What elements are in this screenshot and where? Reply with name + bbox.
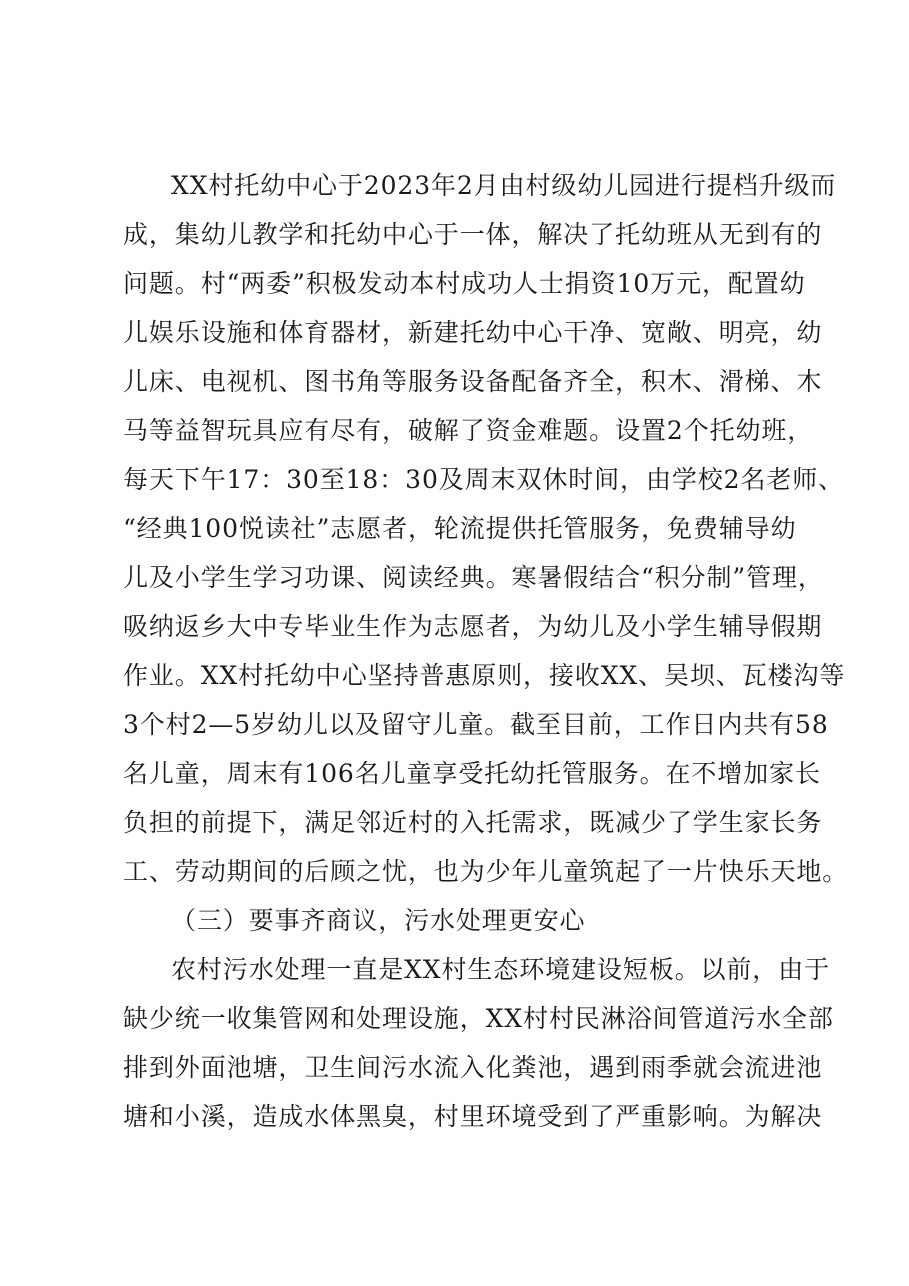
paragraph-line: 吸纳返乡大中专毕业生作为志愿者，为幼儿及小学生辅导假期: [123, 612, 823, 641]
paragraph-line: XX村托幼中心于2023年2月由村级幼儿园进行提档升级而: [171, 171, 837, 200]
section-heading: （三）要事齐商议，污水处理更安心: [171, 906, 586, 935]
paragraph-line: 儿及小学生学习功课、阅读经典。寒暑假结合“积分制”管理，: [123, 563, 824, 592]
paragraph-line: 儿娱乐设施和体育器材，新建托幼中心干净、宽敞、明亮，幼: [123, 318, 823, 347]
paragraph-line: 负担的前提下，满足邻近村的入托需求，既减少了学生家长务: [123, 808, 823, 837]
paragraph-line: 3个村2—5岁幼儿以及留守儿童。截至目前，工作日内共有58: [123, 710, 829, 739]
paragraph-line: 成，集幼儿教学和托幼中心于一体，解决了托幼班从无到有的: [123, 220, 823, 249]
paragraph-line: 塘和小溪，造成水体黑臭，村里环境受到了严重影响。为解决: [123, 1102, 823, 1131]
paragraph-line: 名儿童，周末有106名儿童享受托幼托管服务。在不增加家长: [123, 759, 821, 788]
paragraph-line: 儿床、电视机、图书角等服务设备配备齐全，积木、滑梯、木: [123, 367, 823, 396]
paragraph-line: 缺少统一收集管网和处理设施，XX村村民淋浴间管道污水全部: [123, 1004, 834, 1033]
paragraph-line: 问题。村“两委”积极发动本村成功人士捐资10万元，配置幼: [123, 269, 806, 298]
paragraph-line: 每天下午17：30至18：30及周末双休时间，由学校2名老师、: [123, 465, 845, 494]
paragraph-line: “经典100悦读社”志愿者，轮流提供托管服务，免费辅导幼: [123, 514, 797, 543]
paragraph-line: 马等益智玩具应有尽有，破解了资金难题。设置2个托幼班，: [123, 416, 814, 445]
paragraph-line: 工、劳动期间的后顾之忧，也为少年儿童筑起了一片快乐天地。: [123, 857, 849, 886]
paragraph-line: 排到外面池塘，卫生间污水流入化粪池，遇到雨季就会流进池: [123, 1053, 823, 1082]
paragraph-line: 农村污水处理一直是XX村生态环境建设短板。以前，由于: [171, 955, 830, 984]
paragraph-line: 作业。XX村托幼中心坚持普惠原则，接收XX、吴坝、瓦楼沟等: [123, 661, 846, 690]
